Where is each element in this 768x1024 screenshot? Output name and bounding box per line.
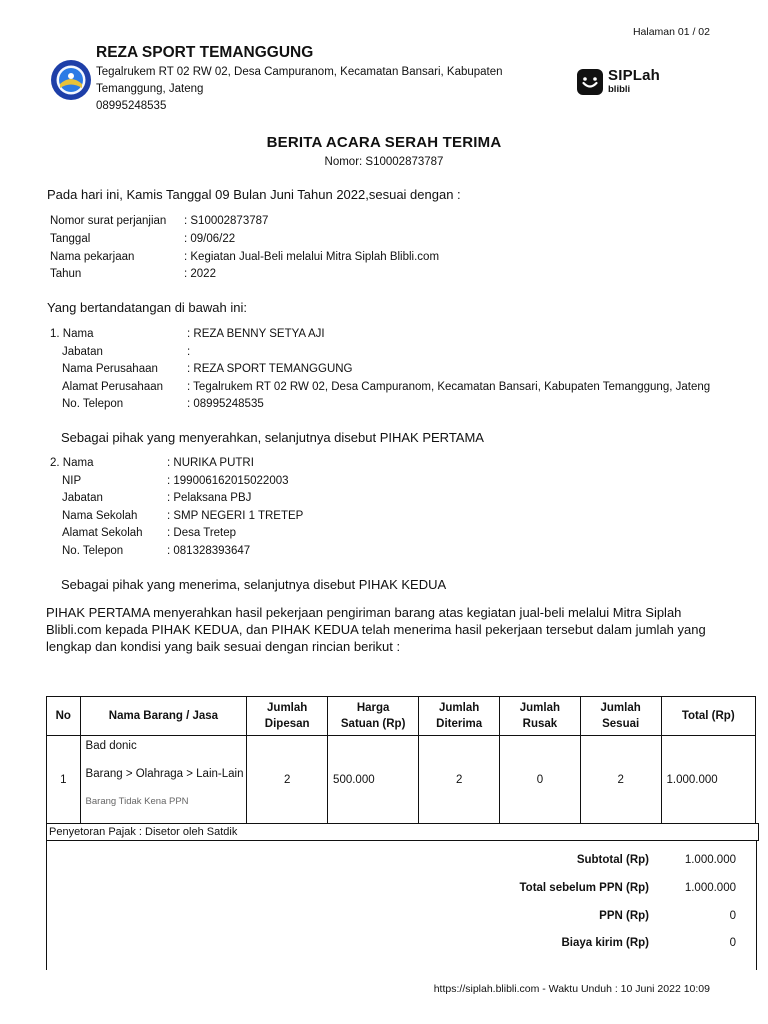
col-no-header: No [47, 697, 81, 736]
summary-label: PPN (Rp) [599, 910, 649, 922]
tax-deposit-note: Penyetoran Pajak : Disetor oleh Satdik [46, 823, 759, 841]
row-item-description [80, 736, 247, 824]
party2-value: : Desa Tretep [167, 527, 237, 539]
party1-label: Jabatan [62, 346, 103, 358]
row-price: 500.000 [328, 736, 419, 824]
party1-value: : 08995248535 [187, 398, 264, 410]
party2-label: Nama Sekolah [62, 510, 138, 522]
blibli-wordmark: blibli [608, 84, 631, 95]
party2-value: : 081328393647 [167, 545, 251, 557]
table-header-row [47, 697, 756, 736]
company-logo-icon [50, 59, 92, 101]
signatories-intro: Yang bertandatangan di bawah ini: [47, 300, 247, 315]
summary-section [46, 840, 757, 970]
header-line: Jumlah [519, 702, 561, 714]
siplah-wordmark: SIPLah [608, 67, 661, 84]
party1-label: No. Telepon [62, 398, 124, 410]
summary-value: 0 [729, 910, 736, 922]
items-table [46, 696, 756, 824]
agreement-value: : S10002873787 [184, 215, 269, 227]
header-line: Harga [356, 702, 390, 714]
row-ordered: 2 [247, 736, 328, 824]
party2-label: Alamat Sekolah [62, 527, 143, 539]
row-item-tax-note: Barang Tidak Kena PPN [85, 796, 189, 807]
header-line: Jumlah [600, 702, 641, 714]
party2-value: : 199006162015022003 [167, 475, 289, 487]
company-name: REZA SPORT TEMANGGUNG [96, 44, 314, 61]
siplah-logo [577, 66, 677, 98]
agreement-value: : 2022 [184, 268, 216, 280]
row-item-name: Bad donic [85, 740, 137, 752]
party1-value: : REZA SPORT TEMANGGUNG [187, 363, 353, 375]
agreement-label: Tahun [50, 268, 82, 280]
summary-value: 1.000.000 [684, 882, 736, 894]
col-price-header [328, 697, 419, 736]
agreement-value: : 09/06/22 [184, 233, 236, 245]
party2-label: 2. Nama [50, 457, 94, 469]
company-logo [50, 59, 92, 101]
col-damaged-header [500, 697, 581, 736]
party1-role: Sebagai pihak yang menyerahkan, selanjutnya disebut PIHAK PERTAMA [61, 430, 484, 445]
header-line: Jumlah [439, 702, 480, 714]
party1-value: : REZA BENNY SETYA AJI [187, 328, 325, 340]
party2-label: Jabatan [62, 492, 103, 504]
col-name-header: Nama Barang / Jasa [80, 697, 247, 736]
party2-label: NIP [62, 475, 82, 487]
party2-role: Sebagai pihak yang menerima, selanjutnya disebut PIHAK KEDUA [61, 577, 447, 592]
party1-label: 1. Nama [50, 328, 94, 340]
table-row [47, 736, 756, 824]
party2-value: : SMP NEGERI 1 TRETEP [167, 510, 304, 522]
row-matched: 2 [580, 736, 661, 824]
summary-label: Biaya kirim (Rp) [561, 937, 649, 949]
col-matched-header [580, 697, 661, 736]
party1-value: : Tegalrukem RT 02 RW 02, Desa Campuranom, Kecamatan Bansari, Kabupaten Temanggung, Jateng [187, 381, 711, 393]
summary-label: Total sebelum PPN (Rp) [519, 882, 649, 894]
header-line: Sesuai [602, 718, 640, 730]
party2-label: No. Telepon [62, 545, 124, 557]
row-item-category: Barang > Olahraga > Lain-Lain [85, 768, 244, 780]
party1-label: Alamat Perusahaan [62, 381, 164, 393]
intro-text: Pada hari ini, Kamis Tanggal 09 Bulan Juni Tahun 2022,sesuai dengan : [47, 187, 461, 202]
party2-value: : Pelaksana PBJ [167, 492, 252, 504]
row-damaged: 0 [500, 736, 581, 824]
agreement-label: Tanggal [50, 233, 91, 245]
summary-label: Subtotal (Rp) [576, 854, 649, 866]
handover-paragraph: PIHAK PERTAMA menyerahkan hasil pekerjaan pengiriman barang atas kegiatan jual-beli melalui Mitra Siplah Blibli.com kepada PIHAK KEDUA, dan PIHAK KEDUA telah menerima hasil pekerjaan tersebut dalam jumlah yang lengkap dan kondisi yang baik sesuai dengan rincian berikut : [46, 605, 706, 654]
document-number: Nomor: S10002873787 [324, 156, 444, 168]
col-ordered-header [247, 697, 328, 736]
page-number: Halaman 01 / 02 [632, 26, 710, 38]
siplah-bag-icon [577, 69, 603, 95]
page-footer: https://siplah.blibli.com - Waktu Unduh : 10 Juni 2022 10:09 [433, 983, 710, 995]
header-line: Rusak [522, 718, 558, 730]
company-address-block [96, 64, 526, 115]
party1-label: Nama Perusahaan [62, 363, 158, 375]
company-phone: 08995248535 [96, 100, 167, 112]
header-line: Jumlah [267, 702, 308, 714]
col-total-header: Total (Rp) [661, 697, 755, 736]
agreement-value: : Kegiatan Jual-Beli melalui Mitra Siplah Blibli.com [184, 251, 440, 263]
header-line: Satuan (Rp) [340, 718, 406, 730]
header-line: Dipesan [264, 718, 310, 730]
agreement-label: Nama pekarjaan [50, 251, 135, 263]
row-no: 1 [47, 736, 81, 824]
party2-value: : NURIKA PUTRI [167, 457, 254, 469]
summary-value: 0 [729, 937, 736, 949]
company-address: Tegalrukem RT 02 RW 02, Desa Campuranom, Kecamatan Bansari, Kabupaten Temanggung, Jateng [96, 66, 503, 95]
row-total: 1.000.000 [661, 736, 755, 824]
summary-value: 1.000.000 [684, 854, 736, 866]
agreement-label: Nomor surat perjanjian [50, 215, 167, 227]
header-line: Diterima [436, 718, 483, 730]
party1-value: : [187, 346, 191, 358]
row-received: 2 [419, 736, 500, 824]
col-received-header [419, 697, 500, 736]
document-title: BERITA ACARA SERAH TERIMA [266, 134, 502, 151]
